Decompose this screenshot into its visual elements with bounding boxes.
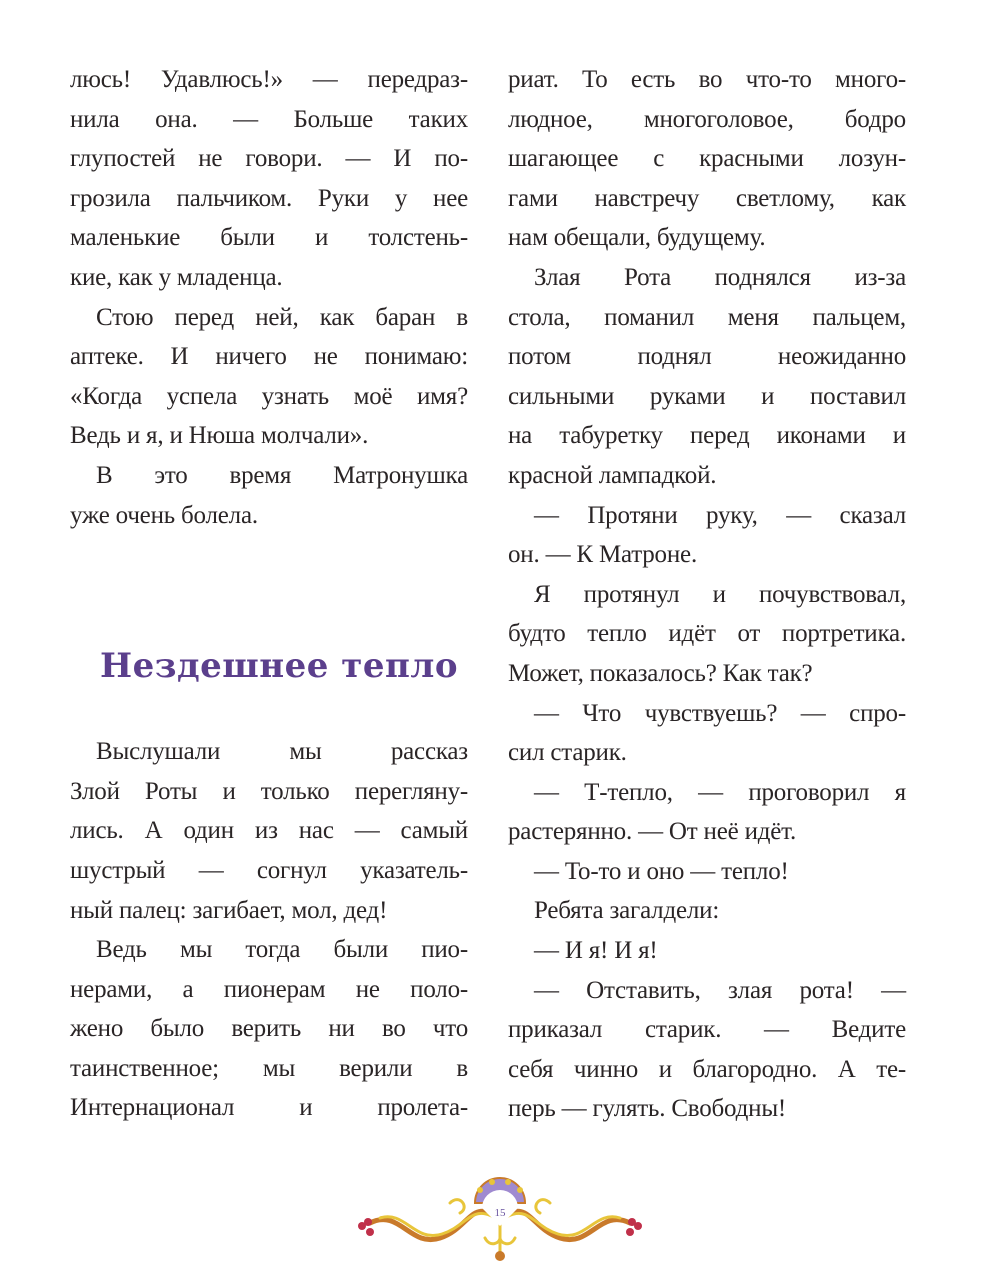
text-line: — Протяни руку, — сказал [534,501,906,529]
text-line: таинственное; мы верили в [70,1054,468,1082]
text-line: потом поднял неожиданно [508,343,906,371]
text-line: перь — гулять. Свободны! [508,1095,787,1123]
text-line: стола, поманил меня пальцем, [508,303,906,331]
text-line: нам обещали, будущему. [508,224,766,252]
text-line: красной лампадкой. [508,461,717,489]
text-line: лись. А один из нас — самый [70,817,468,845]
text-line: ный палец: загибает, мол, дед! [70,896,388,924]
text-line: Ведь и я, и Нюша молчали». [70,422,369,450]
text-line: аптеке. И ничего не понимаю: [70,343,468,371]
right-column [508,60,906,1129]
text-line: сильными руками и поставил [508,382,906,410]
text-line: Стою перед ней, как баран в [96,303,468,331]
text-line: гами навстречу светлому, как [508,184,906,212]
left-column [70,60,468,1128]
text-line: Злой Роты и только перегляну- [70,777,468,805]
text-line: приказал старик. — Ведите [508,1016,906,1044]
text-line: — Отставить, злая рота! — [534,976,906,1004]
text-line: Ребята загалдели: [534,897,720,925]
text-line: грозила пальчиком. Руки у нее [70,184,468,212]
text-line: кие, как у младенца. [70,263,283,291]
text-line: Злая Рота поднялся из-за [534,263,906,291]
text-line: жено было верить ни во что [70,1015,468,1043]
text-block [70,60,468,535]
page-number: 15 [494,1207,506,1219]
text-line: будто тепло идёт от портретика. [508,620,906,648]
page-ornament [340,1168,660,1268]
text-line: глупостей не говори. — И по- [70,145,468,173]
text-line: «Когда успела узнать моё имя? [70,382,468,410]
text-line: сил старик. [508,739,627,767]
text-line: В это время Матронушка [96,461,468,489]
text-line: Я протянул и почувствовал, [534,580,906,608]
text-line: Может, показалось? Как так? [508,659,813,687]
text-line: риат. То есть во что-то много- [508,66,906,93]
text-line: на табуретку перед иконами и [508,422,906,450]
text-line: людное, многоголовое, бодро [508,105,906,133]
text-line: — И я! И я! [534,937,658,965]
text-line: он. — К Матроне. [508,541,697,569]
text-line: нерами, а пионерам не поло- [70,975,468,1003]
text-line: Выслушали мы рассказ [96,738,468,766]
text-line: шустрый — согнул указатель- [70,856,468,884]
text-line: нила она. — Больше таких [70,105,468,133]
chapter-heading: Нездешнее тепло [100,646,459,687]
text-line: шагающее с красными лозун- [508,145,906,173]
text-line: — Т-тепло, — проговорил я [534,778,906,806]
text-line: маленькие были и толстень- [70,224,468,252]
text-line: люсь! Удавлюсь!» — передраз- [70,66,468,93]
text-line: — Что чувствуешь? — спро- [534,699,906,727]
text-line: уже очень болела. [70,501,258,529]
text-line: растерянно. — От неё идёт. [508,818,797,846]
text-line: Интернационал и пролета- [70,1094,468,1122]
text-line: себя чинно и благородно. А те- [508,1055,906,1083]
text-line: — То-то и оно — тепло! [534,857,789,885]
text-line: Ведь мы тогда были пио- [96,936,468,964]
text-block [70,732,468,1128]
